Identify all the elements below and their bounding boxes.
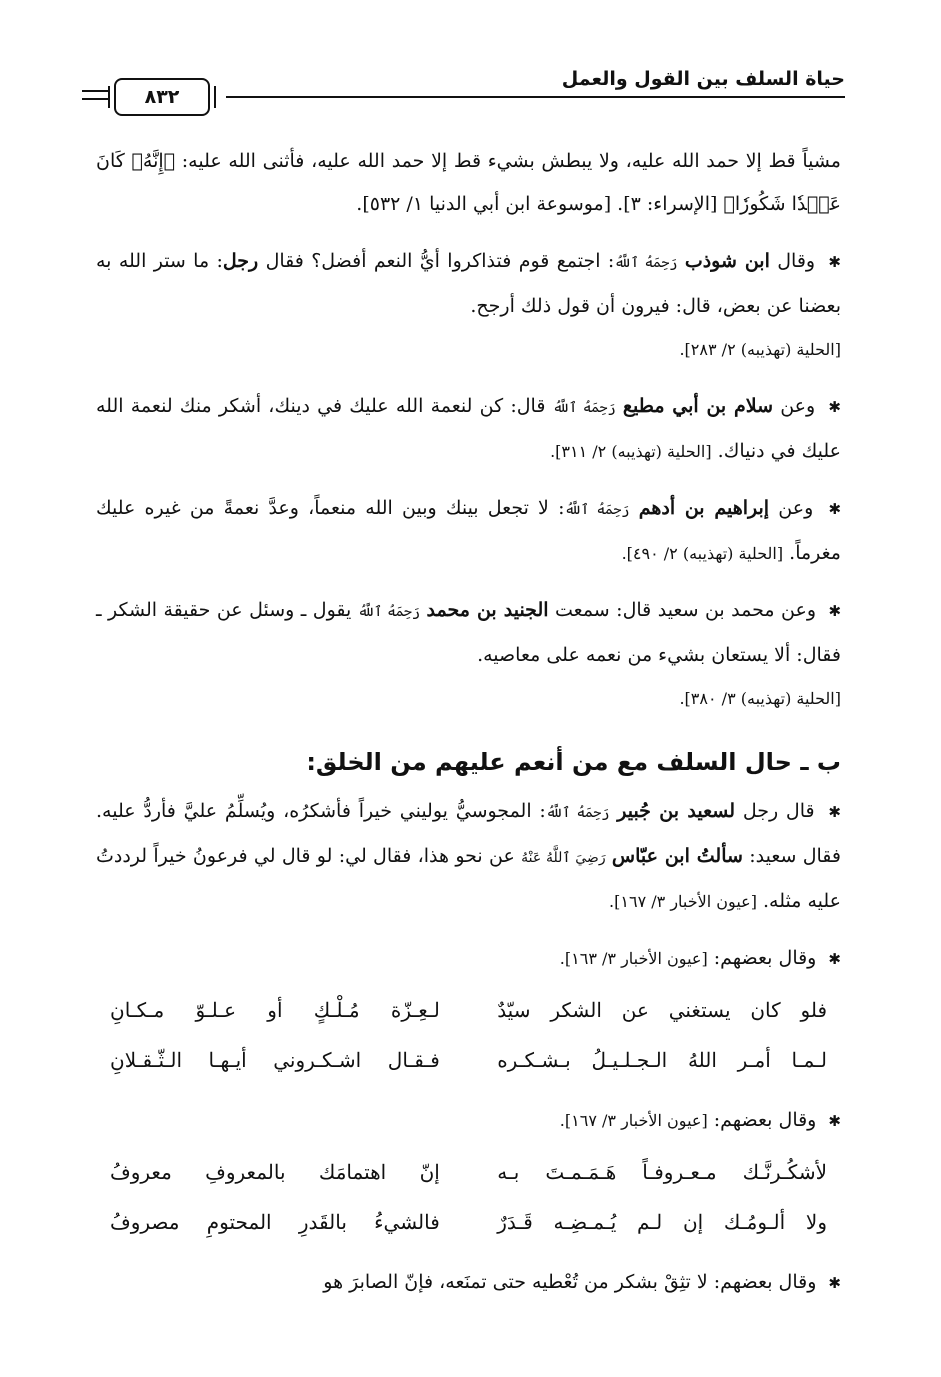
poem-2 — [110, 1147, 827, 1247]
lead-text: وعن — [780, 395, 816, 417]
honorific: رَحِمَهُ ٱللَّهُ — [614, 255, 678, 271]
paragraph-5 — [96, 589, 841, 720]
header-rule — [226, 96, 845, 98]
citation: [الحلية (تهذيبه) ٢/ ٤٩٠]. — [621, 544, 784, 563]
star-bullet-icon: ✱ — [828, 398, 841, 416]
citation: [عيون الأخبار ٣/ ١٦٧]. — [609, 892, 757, 911]
honorific: رَحِمَهُ ٱللَّهُ — [552, 400, 616, 416]
paragraph-1 — [96, 140, 841, 226]
star-bullet-icon: ✱ — [828, 1274, 841, 1292]
honorific: رَحِمَهُ ٱللَّهُ — [545, 805, 610, 821]
lead-text: وقال — [777, 250, 816, 272]
person-name: سألتُ ابن عبّاس — [611, 845, 743, 867]
honorific: رَحِمَهُ ٱللَّهُ — [357, 604, 421, 620]
person-name: إبراهيم بن أدهم — [638, 497, 770, 519]
person-name: ابن شوذب — [684, 250, 770, 272]
paragraph-3 — [96, 385, 841, 473]
paragraph-2 — [96, 240, 841, 371]
lead-text: وعن محمد بن سعيد قال: سمعت — [555, 599, 817, 621]
page-number-frame — [114, 78, 210, 116]
body-text: : ما ستر الله به بعضنا عن بعض، قال: فيرون أن قول ذلك أرجح. — [96, 250, 841, 317]
citation: [الحلية (تهذيبه) ٣/ ٣٨٠]. — [679, 689, 841, 708]
verse — [110, 1147, 827, 1197]
body-text: قال: كن لنعمة الله عليك في دينك، أشكر منك لنعمة الله عليك في دنياك. — [96, 395, 841, 462]
lead-text: وقال بعضهم: — [713, 947, 817, 969]
hemistich-first: ولا ألـومُـك إن لـم يُـمـضِـه قَـدَرٌ — [497, 1210, 827, 1234]
poem-1 — [110, 985, 827, 1085]
page-body — [96, 140, 841, 1319]
hemistich-second: فـقـال اشـكـروني أيـهـا الـثّـقـلانِ — [110, 1048, 440, 1072]
person-name: سلام بن أبي مطيع — [622, 395, 774, 417]
hemistich-second: فالشيءُ بالقَدرِ المحتومِ مصروفُ — [110, 1210, 440, 1234]
star-bullet-icon: ✱ — [828, 253, 841, 271]
body-text: وقال بعضهم: لا تثِقْ بشكر من تُعْطيه حتى تمنَعه، فإنّ الصابرَ هو — [323, 1271, 817, 1293]
body-text: يقول ـ وسئل عن حقيقة الشكر ـ فقال: ألا يستعان بشيء من نعمه على معاصيه. — [96, 599, 841, 666]
header-ornament — [82, 90, 110, 100]
lead-text: قال رجل — [742, 800, 815, 822]
star-bullet-icon: ✱ — [828, 500, 842, 518]
hemistich-second: لـعِـزّة مُـلْـكٍ أو عـلـوّ مـكـانِ — [110, 998, 440, 1022]
citation: [عيون الأخبار ٣/ ١٦٣]. — [559, 949, 708, 968]
person-name: لسعيد بن جُبير — [617, 800, 736, 822]
page-header — [96, 62, 845, 122]
star-bullet-icon: ✱ — [828, 950, 841, 968]
body-text: : لا تجعل بينك وبين الله منعماً، وعدَّ نعمةً من غيره عليك مغرماً. — [96, 497, 841, 564]
star-bullet-icon: ✱ — [828, 803, 841, 821]
paragraph-6 — [96, 790, 841, 923]
honorific: رَضِيَ ٱللَّهُ عَنْهُ — [521, 850, 606, 866]
star-bullet-icon: ✱ — [828, 1112, 841, 1130]
hemistich-first: لـمـا أمـر اللهُ الـجـلـيـلُ بـشـكـره — [497, 1048, 827, 1072]
emphasis-word: رجل — [222, 250, 259, 272]
body-text: عن نحو هذا، فقال لي: لو قال لي فرعونُ خيراً لرددتُ عليه مثله. — [96, 845, 841, 912]
verse — [110, 1035, 827, 1085]
citation: [عيون الأخبار ٣/ ١٦٧]. — [559, 1111, 708, 1130]
lead-text: وعن — [778, 497, 814, 519]
verse — [110, 1197, 827, 1247]
paragraph-8 — [96, 1099, 841, 1143]
paragraph-7 — [96, 937, 841, 981]
citation: [الحلية (تهذيبه) ٢/ ٢٨٣]. — [679, 340, 841, 359]
paragraph-4 — [96, 487, 841, 575]
verse — [110, 985, 827, 1035]
section-heading: ب ـ حال السلف مع من أنعم عليهم من الخلق: — [306, 748, 841, 776]
honorific: رَحِمَهُ ٱللَّهُ — [564, 502, 630, 518]
person-name: الجنيد بن محمد — [426, 599, 549, 621]
lead-text: وقال بعضهم: — [713, 1109, 817, 1131]
running-title: حياة السلف بين القول والعمل — [561, 68, 845, 90]
star-bullet-icon: ✱ — [828, 602, 842, 620]
citation: [الحلية (تهذيبه) ٢/ ٣١١]. — [550, 442, 712, 461]
body-text: : المجوسيُّ يوليني خيراً فأشكرُه، ويُسلِّمُ عليَّ فأردُّ عليه. فقال سعيد: — [96, 800, 842, 867]
paragraph-9 — [96, 1261, 841, 1305]
hemistich-second: إنّ اهتمامَك بالمعروفِ معروفُ — [110, 1160, 440, 1184]
hemistich-first: لأشكُـرنَّـك مـعـروفـاً هَـمَـمـتَ بـه — [497, 1160, 827, 1184]
body-text: : اجتمع قوم فتذاكروا أيُّ النعم أفضل؟ فقال — [265, 250, 615, 272]
hemistich-first: فلو كان يستغني عن الشكر سيّدٌ — [497, 998, 827, 1022]
paragraph-1-text: مشياً قط إلا حمد الله عليه، ولا يبطش بشيء قط إلا حمد الله عليه، فأثنى الله عليه: ﴿إِنَّهُۥ كَانَ عَبۡدٗا شَكُورٗا﴾ [الإسراء: ٣]. [موسوعة ابن أبي الدنيا ١/ ٥٣٢]. — [96, 150, 841, 215]
page-number: ٨٣٢ — [144, 86, 180, 108]
